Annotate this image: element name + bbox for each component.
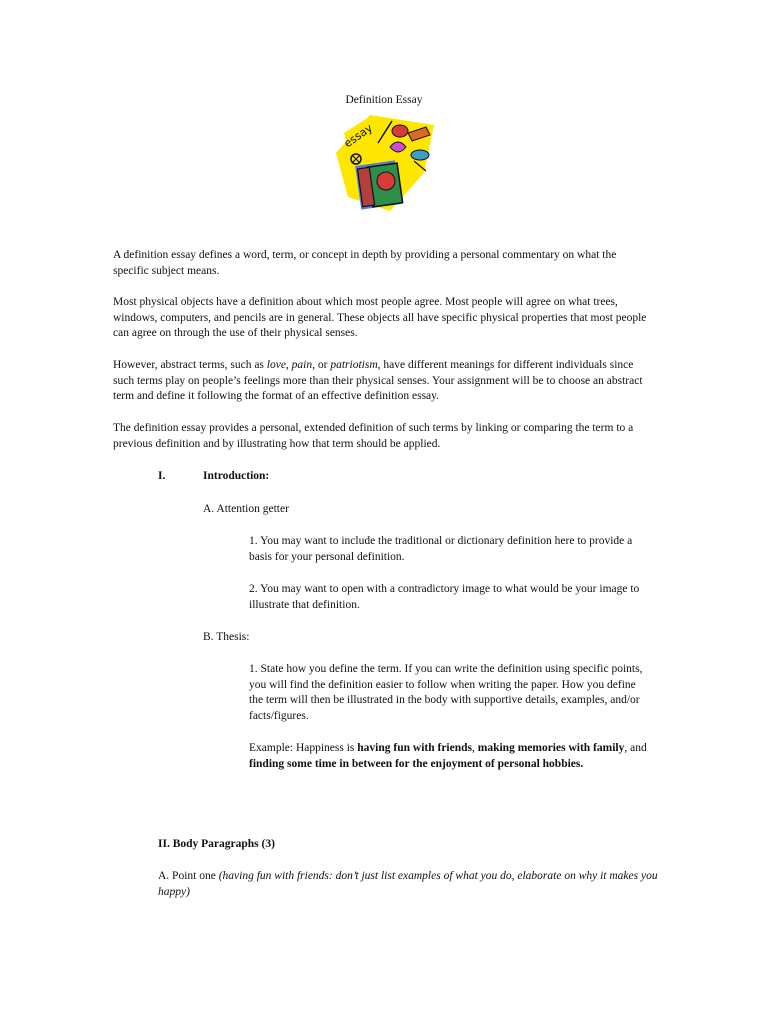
example-prefix: Example: Happiness is: [249, 742, 358, 754]
abstract-terms-text: However, abstract terms, such as: [113, 359, 267, 371]
section-1-heading: Introduction:: [203, 470, 270, 482]
abstract-terms-paragraph: [113, 358, 653, 405]
abstract-terms-rest: , have different meanings for different individuals since such terms play on people’s feelings more than their physical senses. Your assignment will be to choose an abstract term and define it following the format of an effective definition essay.: [113, 359, 643, 402]
abstract-terms-or: or: [315, 359, 331, 371]
example-separator-2: , and: [624, 742, 647, 754]
document-title: Definition Essay: [345, 94, 423, 106]
thesis-example: [249, 741, 649, 772]
clipart-essay-word: essay: [341, 121, 375, 151]
essay-clipart-image: [330, 113, 438, 213]
thesis-label: B. Thesis:: [203, 631, 250, 643]
point-one-note: (having fun with friends: don’t just list examples of what you do, elaborate on why it makes you happy): [158, 870, 658, 898]
point-one: [158, 869, 668, 900]
section-2-heading: II. Body Paragraphs (3): [158, 838, 275, 850]
point-one-label: A. Point one: [158, 870, 219, 882]
section-1-numeral: I.: [158, 470, 166, 482]
attention-getter-item-1: 1. You may want to include the traditional or dictionary definition here to provide a basis for your personal definition.: [249, 535, 633, 563]
abstract-terms-love-pain: love, pain,: [266, 359, 316, 371]
definition-essay-paragraph: The definition essay provides a personal, extended definition of such terms by linking or comparing the term to a previous definition and by illustrating how that term should be applied.: [113, 422, 634, 450]
thesis-item-1: 1. State how you define the term. If you can write the definition using specific points, you will find the definition easier to follow when writing the paper. How you define the term will then be illustrated in the body with supportive details, examples, and/or facts/figures.: [249, 663, 643, 722]
attention-getter-item-2: 2. You may want to open with a contradictory image to what would be your image to illustrate that definition.: [249, 583, 640, 611]
example-point-1: having fun with friends: [357, 742, 472, 754]
attention-getter-label: A. Attention getter: [203, 503, 289, 515]
physical-objects-paragraph: Most physical objects have a definition about which most people agree. Most people will agree on what trees, windows, computers, and pencils are in general. These objects all have specific physical properties that most people can agree on through the use of their physical senses.: [113, 296, 647, 339]
example-separator-1: ,: [472, 742, 478, 754]
abstract-terms-patriotism: patriotism: [330, 359, 378, 371]
example-point-3: finding some time in between for the enjoyment of personal hobbies.: [249, 757, 584, 770]
intro-paragraph: A definition essay defines a word, term, or concept in depth by providing a personal commentary on what the specific subject means.: [113, 249, 617, 277]
example-point-2: making memories with family: [477, 742, 625, 754]
